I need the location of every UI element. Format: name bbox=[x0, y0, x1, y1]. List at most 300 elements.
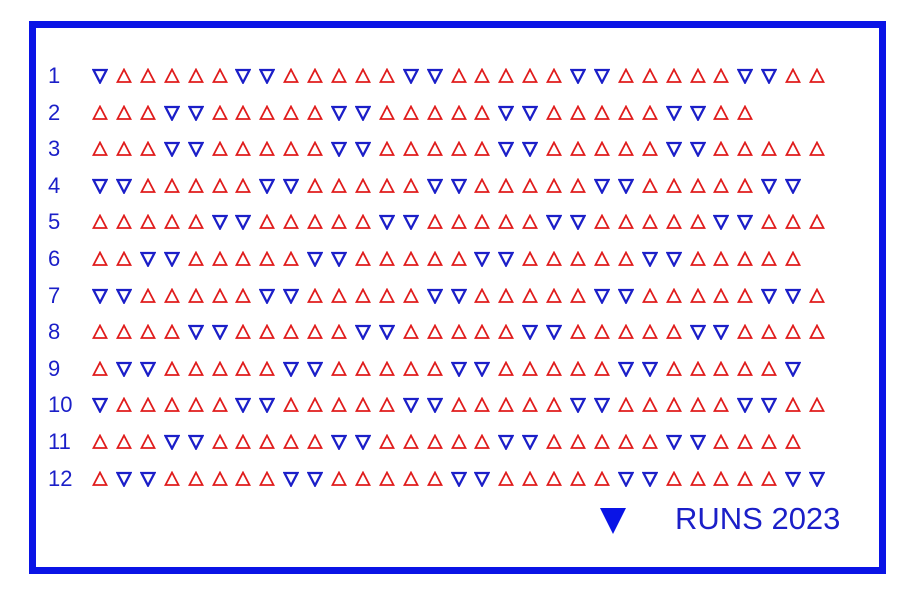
up-triangle-icon bbox=[212, 105, 228, 121]
up-triangle-icon bbox=[259, 434, 275, 450]
down-triangle-icon bbox=[618, 471, 634, 487]
row-10 bbox=[48, 390, 848, 420]
row-2 bbox=[48, 98, 848, 128]
up-triangle-icon bbox=[283, 141, 299, 157]
up-triangle-icon bbox=[307, 68, 323, 84]
down-triangle-icon bbox=[427, 397, 443, 413]
down-triangle-icon bbox=[666, 251, 682, 267]
up-triangle-icon bbox=[666, 178, 682, 194]
up-triangle-icon bbox=[331, 214, 347, 230]
up-triangle-icon bbox=[307, 141, 323, 157]
up-triangle-icon bbox=[140, 324, 156, 340]
down-triangle-icon bbox=[283, 288, 299, 304]
up-triangle-icon bbox=[690, 397, 706, 413]
down-triangle-icon bbox=[618, 361, 634, 377]
up-triangle-icon bbox=[737, 324, 753, 340]
up-triangle-icon bbox=[92, 471, 108, 487]
up-triangle-icon bbox=[474, 397, 490, 413]
up-triangle-icon bbox=[451, 324, 467, 340]
up-triangle-icon bbox=[427, 141, 443, 157]
down-triangle-icon bbox=[451, 178, 467, 194]
up-triangle-icon bbox=[546, 434, 562, 450]
down-triangle-icon bbox=[761, 288, 777, 304]
up-triangle-icon bbox=[761, 324, 777, 340]
down-triangle-icon bbox=[451, 471, 467, 487]
triangle-sequence bbox=[92, 281, 852, 311]
up-triangle-icon bbox=[666, 324, 682, 340]
row-number: 6 bbox=[48, 246, 61, 271]
row-number: 5 bbox=[48, 209, 61, 235]
down-triangle-icon bbox=[474, 361, 490, 377]
down-triangle-icon bbox=[427, 288, 443, 304]
down-triangle-icon bbox=[451, 288, 467, 304]
up-triangle-icon bbox=[235, 361, 251, 377]
down-triangle-icon bbox=[761, 178, 777, 194]
up-triangle-icon bbox=[474, 214, 490, 230]
up-triangle-icon bbox=[188, 214, 204, 230]
down-triangle-icon bbox=[570, 214, 586, 230]
up-triangle-icon bbox=[92, 324, 108, 340]
up-triangle-icon bbox=[403, 251, 419, 267]
up-triangle-icon bbox=[498, 471, 514, 487]
down-triangle-icon bbox=[164, 105, 180, 121]
row-number: 8 bbox=[48, 319, 61, 345]
up-triangle-icon bbox=[451, 397, 467, 413]
row-number: 2 bbox=[48, 99, 61, 125]
up-triangle-icon bbox=[379, 361, 395, 377]
up-triangle-icon bbox=[116, 141, 132, 157]
up-triangle-icon bbox=[570, 288, 586, 304]
up-triangle-icon bbox=[451, 434, 467, 450]
down-triangle-icon bbox=[498, 434, 514, 450]
up-triangle-icon bbox=[140, 178, 156, 194]
up-triangle-icon bbox=[283, 434, 299, 450]
down-triangle-icon bbox=[785, 288, 801, 304]
up-triangle-icon bbox=[212, 471, 228, 487]
legend-label: RUNS 2023 bbox=[675, 501, 841, 536]
down-triangle-icon bbox=[188, 434, 204, 450]
up-triangle-icon bbox=[116, 251, 132, 267]
up-triangle-icon bbox=[642, 434, 658, 450]
down-triangle-icon bbox=[116, 471, 132, 487]
down-triangle-icon bbox=[331, 105, 347, 121]
row-5 bbox=[48, 207, 848, 237]
triangle-sequence bbox=[92, 390, 852, 420]
up-triangle-icon bbox=[92, 105, 108, 121]
up-triangle-icon bbox=[403, 471, 419, 487]
up-triangle-icon bbox=[307, 214, 323, 230]
up-triangle-icon bbox=[331, 397, 347, 413]
down-triangle-icon bbox=[188, 141, 204, 157]
up-triangle-icon bbox=[235, 288, 251, 304]
down-triangle-icon bbox=[785, 361, 801, 377]
down-triangle-icon bbox=[140, 361, 156, 377]
down-triangle-icon bbox=[737, 397, 753, 413]
up-triangle-icon bbox=[498, 178, 514, 194]
up-triangle-icon bbox=[307, 178, 323, 194]
up-triangle-icon bbox=[713, 434, 729, 450]
down-triangle-icon bbox=[427, 68, 443, 84]
up-triangle-icon bbox=[522, 397, 538, 413]
down-triangle-icon bbox=[92, 178, 108, 194]
up-triangle-icon bbox=[331, 471, 347, 487]
up-triangle-icon bbox=[403, 141, 419, 157]
up-triangle-icon bbox=[761, 251, 777, 267]
up-triangle-icon bbox=[785, 141, 801, 157]
up-triangle-icon bbox=[666, 361, 682, 377]
down-triangle-icon bbox=[235, 397, 251, 413]
down-triangle-icon bbox=[355, 141, 371, 157]
up-triangle-icon bbox=[259, 141, 275, 157]
down-triangle-icon bbox=[403, 214, 419, 230]
up-triangle-icon bbox=[737, 105, 753, 121]
up-triangle-icon bbox=[761, 434, 777, 450]
down-triangle-icon bbox=[666, 434, 682, 450]
up-triangle-icon bbox=[235, 324, 251, 340]
up-triangle-icon bbox=[140, 397, 156, 413]
up-triangle-icon bbox=[737, 288, 753, 304]
row-11 bbox=[48, 427, 848, 457]
triangle-sequence bbox=[92, 171, 852, 201]
up-triangle-icon bbox=[259, 324, 275, 340]
down-triangle-icon bbox=[642, 471, 658, 487]
down-triangle-icon bbox=[212, 214, 228, 230]
up-triangle-icon bbox=[690, 361, 706, 377]
up-triangle-icon bbox=[283, 105, 299, 121]
up-triangle-icon bbox=[140, 68, 156, 84]
up-triangle-icon bbox=[403, 105, 419, 121]
down-triangle-icon bbox=[164, 434, 180, 450]
up-triangle-icon bbox=[809, 141, 825, 157]
row-1 bbox=[48, 61, 848, 91]
up-triangle-icon bbox=[188, 361, 204, 377]
up-triangle-icon bbox=[713, 105, 729, 121]
up-triangle-icon bbox=[212, 141, 228, 157]
up-triangle-icon bbox=[690, 214, 706, 230]
up-triangle-icon bbox=[164, 288, 180, 304]
down-triangle-icon bbox=[690, 141, 706, 157]
up-triangle-icon bbox=[546, 397, 562, 413]
down-triangle-icon bbox=[809, 471, 825, 487]
up-triangle-icon bbox=[259, 361, 275, 377]
up-triangle-icon bbox=[164, 471, 180, 487]
down-triangle-icon bbox=[259, 178, 275, 194]
up-triangle-icon bbox=[379, 178, 395, 194]
up-triangle-icon bbox=[642, 214, 658, 230]
down-triangle-icon bbox=[283, 471, 299, 487]
row-3 bbox=[48, 134, 848, 164]
up-triangle-icon bbox=[116, 105, 132, 121]
up-triangle-icon bbox=[283, 214, 299, 230]
row-number: 11 bbox=[48, 429, 71, 454]
up-triangle-icon bbox=[737, 471, 753, 487]
triangle-sequence bbox=[92, 61, 852, 91]
up-triangle-icon bbox=[403, 178, 419, 194]
up-triangle-icon bbox=[355, 251, 371, 267]
up-triangle-icon bbox=[737, 141, 753, 157]
up-triangle-icon bbox=[355, 178, 371, 194]
down-triangle-icon bbox=[546, 214, 562, 230]
up-triangle-icon bbox=[809, 288, 825, 304]
up-triangle-icon bbox=[331, 178, 347, 194]
up-triangle-icon bbox=[235, 251, 251, 267]
down-triangle-icon bbox=[235, 68, 251, 84]
up-triangle-icon bbox=[642, 397, 658, 413]
up-triangle-icon bbox=[331, 324, 347, 340]
down-triangle-icon bbox=[666, 141, 682, 157]
down-triangle-icon bbox=[427, 178, 443, 194]
up-triangle-icon bbox=[546, 361, 562, 377]
up-triangle-icon bbox=[188, 397, 204, 413]
up-triangle-icon bbox=[283, 324, 299, 340]
down-triangle-icon bbox=[594, 68, 610, 84]
down-triangle-icon bbox=[164, 141, 180, 157]
up-triangle-icon bbox=[427, 105, 443, 121]
up-triangle-icon bbox=[594, 214, 610, 230]
triangle-sequence bbox=[92, 427, 852, 457]
up-triangle-icon bbox=[451, 105, 467, 121]
up-triangle-icon bbox=[235, 105, 251, 121]
up-triangle-icon bbox=[809, 68, 825, 84]
row-number: 9 bbox=[48, 355, 61, 381]
up-triangle-icon bbox=[307, 324, 323, 340]
up-triangle-icon bbox=[642, 68, 658, 84]
down-triangle-icon bbox=[92, 288, 108, 304]
triangle-sequence bbox=[92, 207, 852, 237]
down-triangle-icon bbox=[498, 251, 514, 267]
down-triangle-icon bbox=[642, 361, 658, 377]
up-triangle-icon bbox=[283, 397, 299, 413]
up-triangle-icon bbox=[379, 105, 395, 121]
up-triangle-icon bbox=[785, 397, 801, 413]
up-triangle-icon bbox=[403, 324, 419, 340]
down-triangle-icon bbox=[283, 178, 299, 194]
up-triangle-icon bbox=[785, 324, 801, 340]
up-triangle-icon bbox=[212, 397, 228, 413]
up-triangle-icon bbox=[498, 288, 514, 304]
up-triangle-icon bbox=[570, 324, 586, 340]
up-triangle-icon bbox=[355, 397, 371, 413]
down-triangle-icon bbox=[618, 178, 634, 194]
up-triangle-icon bbox=[737, 361, 753, 377]
row-6 bbox=[48, 244, 848, 274]
down-triangle-icon bbox=[594, 397, 610, 413]
up-triangle-icon bbox=[212, 434, 228, 450]
up-triangle-icon bbox=[498, 324, 514, 340]
up-triangle-icon bbox=[474, 141, 490, 157]
down-triangle-icon bbox=[140, 251, 156, 267]
up-triangle-icon bbox=[761, 214, 777, 230]
up-triangle-icon bbox=[474, 324, 490, 340]
down-triangle-icon bbox=[522, 434, 538, 450]
up-triangle-icon bbox=[618, 251, 634, 267]
down-triangle-icon bbox=[188, 324, 204, 340]
up-triangle-icon bbox=[713, 471, 729, 487]
up-triangle-icon bbox=[498, 68, 514, 84]
up-triangle-icon bbox=[188, 288, 204, 304]
up-triangle-icon bbox=[642, 178, 658, 194]
row-8 bbox=[48, 317, 848, 347]
down-triangle-icon bbox=[451, 361, 467, 377]
up-triangle-icon bbox=[618, 214, 634, 230]
up-triangle-icon bbox=[570, 471, 586, 487]
up-triangle-icon bbox=[713, 251, 729, 267]
down-triangle-icon bbox=[761, 397, 777, 413]
down-triangle-icon bbox=[188, 105, 204, 121]
up-triangle-icon bbox=[737, 178, 753, 194]
down-triangle-icon bbox=[307, 471, 323, 487]
up-triangle-icon bbox=[546, 178, 562, 194]
row-12 bbox=[48, 464, 848, 494]
up-triangle-icon bbox=[474, 434, 490, 450]
up-triangle-icon bbox=[355, 68, 371, 84]
triangle-sequence bbox=[92, 317, 852, 347]
up-triangle-icon bbox=[785, 68, 801, 84]
triangle-sequence bbox=[92, 464, 852, 494]
down-triangle-icon bbox=[283, 361, 299, 377]
up-triangle-icon bbox=[427, 434, 443, 450]
up-triangle-icon bbox=[116, 434, 132, 450]
up-triangle-icon bbox=[690, 471, 706, 487]
up-triangle-icon bbox=[307, 434, 323, 450]
up-triangle-icon bbox=[355, 471, 371, 487]
up-triangle-icon bbox=[140, 105, 156, 121]
down-triangle-icon bbox=[403, 68, 419, 84]
up-triangle-icon bbox=[690, 68, 706, 84]
up-triangle-icon bbox=[522, 251, 538, 267]
up-triangle-icon bbox=[92, 214, 108, 230]
down-triangle-icon bbox=[92, 68, 108, 84]
up-triangle-icon bbox=[713, 288, 729, 304]
up-triangle-icon bbox=[140, 141, 156, 157]
up-triangle-icon bbox=[235, 471, 251, 487]
triangle-sequence bbox=[92, 354, 852, 384]
down-triangle-icon bbox=[259, 288, 275, 304]
up-triangle-icon bbox=[379, 251, 395, 267]
up-triangle-icon bbox=[451, 141, 467, 157]
up-triangle-icon bbox=[140, 434, 156, 450]
up-triangle-icon bbox=[283, 251, 299, 267]
up-triangle-icon bbox=[713, 397, 729, 413]
up-triangle-icon bbox=[666, 68, 682, 84]
down-triangle-icon bbox=[92, 397, 108, 413]
up-triangle-icon bbox=[761, 361, 777, 377]
up-triangle-icon bbox=[522, 361, 538, 377]
up-triangle-icon bbox=[809, 397, 825, 413]
up-triangle-icon bbox=[235, 141, 251, 157]
up-triangle-icon bbox=[188, 178, 204, 194]
up-triangle-icon bbox=[546, 105, 562, 121]
up-triangle-icon bbox=[259, 251, 275, 267]
up-triangle-icon bbox=[379, 68, 395, 84]
up-triangle-icon bbox=[594, 361, 610, 377]
up-triangle-icon bbox=[713, 141, 729, 157]
down-triangle-icon bbox=[259, 68, 275, 84]
down-triangle-icon bbox=[690, 105, 706, 121]
up-triangle-icon bbox=[785, 434, 801, 450]
up-triangle-icon bbox=[666, 397, 682, 413]
up-triangle-icon bbox=[498, 214, 514, 230]
row-number: 1 bbox=[48, 63, 61, 88]
down-triangle-icon bbox=[713, 324, 729, 340]
up-triangle-icon bbox=[690, 178, 706, 194]
up-triangle-icon bbox=[427, 251, 443, 267]
down-triangle-icon bbox=[522, 141, 538, 157]
down-triangle-icon bbox=[737, 68, 753, 84]
down-triangle-icon bbox=[355, 434, 371, 450]
up-triangle-icon bbox=[379, 397, 395, 413]
up-triangle-icon bbox=[570, 361, 586, 377]
up-triangle-icon bbox=[451, 214, 467, 230]
up-triangle-icon bbox=[259, 105, 275, 121]
down-triangle-icon bbox=[666, 105, 682, 121]
down-triangle-icon bbox=[474, 251, 490, 267]
row-7 bbox=[48, 281, 848, 311]
row-number: 7 bbox=[48, 282, 61, 308]
up-triangle-icon bbox=[379, 471, 395, 487]
up-triangle-icon bbox=[474, 105, 490, 121]
up-triangle-icon bbox=[618, 434, 634, 450]
up-triangle-icon bbox=[594, 471, 610, 487]
up-triangle-icon bbox=[403, 361, 419, 377]
down-triangle-icon bbox=[522, 324, 538, 340]
up-triangle-icon bbox=[164, 178, 180, 194]
up-triangle-icon bbox=[403, 434, 419, 450]
row-number: 4 bbox=[48, 172, 61, 198]
up-triangle-icon bbox=[522, 68, 538, 84]
up-triangle-icon bbox=[618, 141, 634, 157]
up-triangle-icon bbox=[713, 68, 729, 84]
up-triangle-icon bbox=[666, 471, 682, 487]
up-triangle-icon bbox=[737, 434, 753, 450]
down-triangle-icon bbox=[713, 214, 729, 230]
up-triangle-icon bbox=[666, 214, 682, 230]
up-triangle-icon bbox=[546, 141, 562, 157]
up-triangle-icon bbox=[451, 68, 467, 84]
up-triangle-icon bbox=[570, 178, 586, 194]
up-triangle-icon bbox=[594, 105, 610, 121]
up-triangle-icon bbox=[594, 141, 610, 157]
up-triangle-icon bbox=[427, 361, 443, 377]
up-triangle-icon bbox=[379, 288, 395, 304]
up-triangle-icon bbox=[92, 434, 108, 450]
up-triangle-icon bbox=[164, 397, 180, 413]
triangle-sequence bbox=[92, 244, 852, 274]
up-triangle-icon bbox=[570, 105, 586, 121]
up-triangle-icon bbox=[522, 214, 538, 230]
up-triangle-icon bbox=[570, 434, 586, 450]
up-triangle-icon bbox=[713, 361, 729, 377]
up-triangle-icon bbox=[642, 141, 658, 157]
up-triangle-icon bbox=[546, 288, 562, 304]
down-triangle-icon bbox=[498, 105, 514, 121]
up-triangle-icon bbox=[546, 251, 562, 267]
row-9 bbox=[48, 354, 848, 384]
down-triangle-icon bbox=[235, 214, 251, 230]
down-triangle-icon bbox=[307, 251, 323, 267]
up-triangle-icon bbox=[379, 141, 395, 157]
up-triangle-icon bbox=[642, 324, 658, 340]
up-triangle-icon bbox=[116, 214, 132, 230]
up-triangle-icon bbox=[618, 397, 634, 413]
filled-down-triangle-icon bbox=[599, 507, 627, 535]
up-triangle-icon bbox=[427, 214, 443, 230]
up-triangle-icon bbox=[307, 288, 323, 304]
up-triangle-icon bbox=[164, 324, 180, 340]
up-triangle-icon bbox=[140, 288, 156, 304]
down-triangle-icon bbox=[690, 434, 706, 450]
down-triangle-icon bbox=[307, 361, 323, 377]
